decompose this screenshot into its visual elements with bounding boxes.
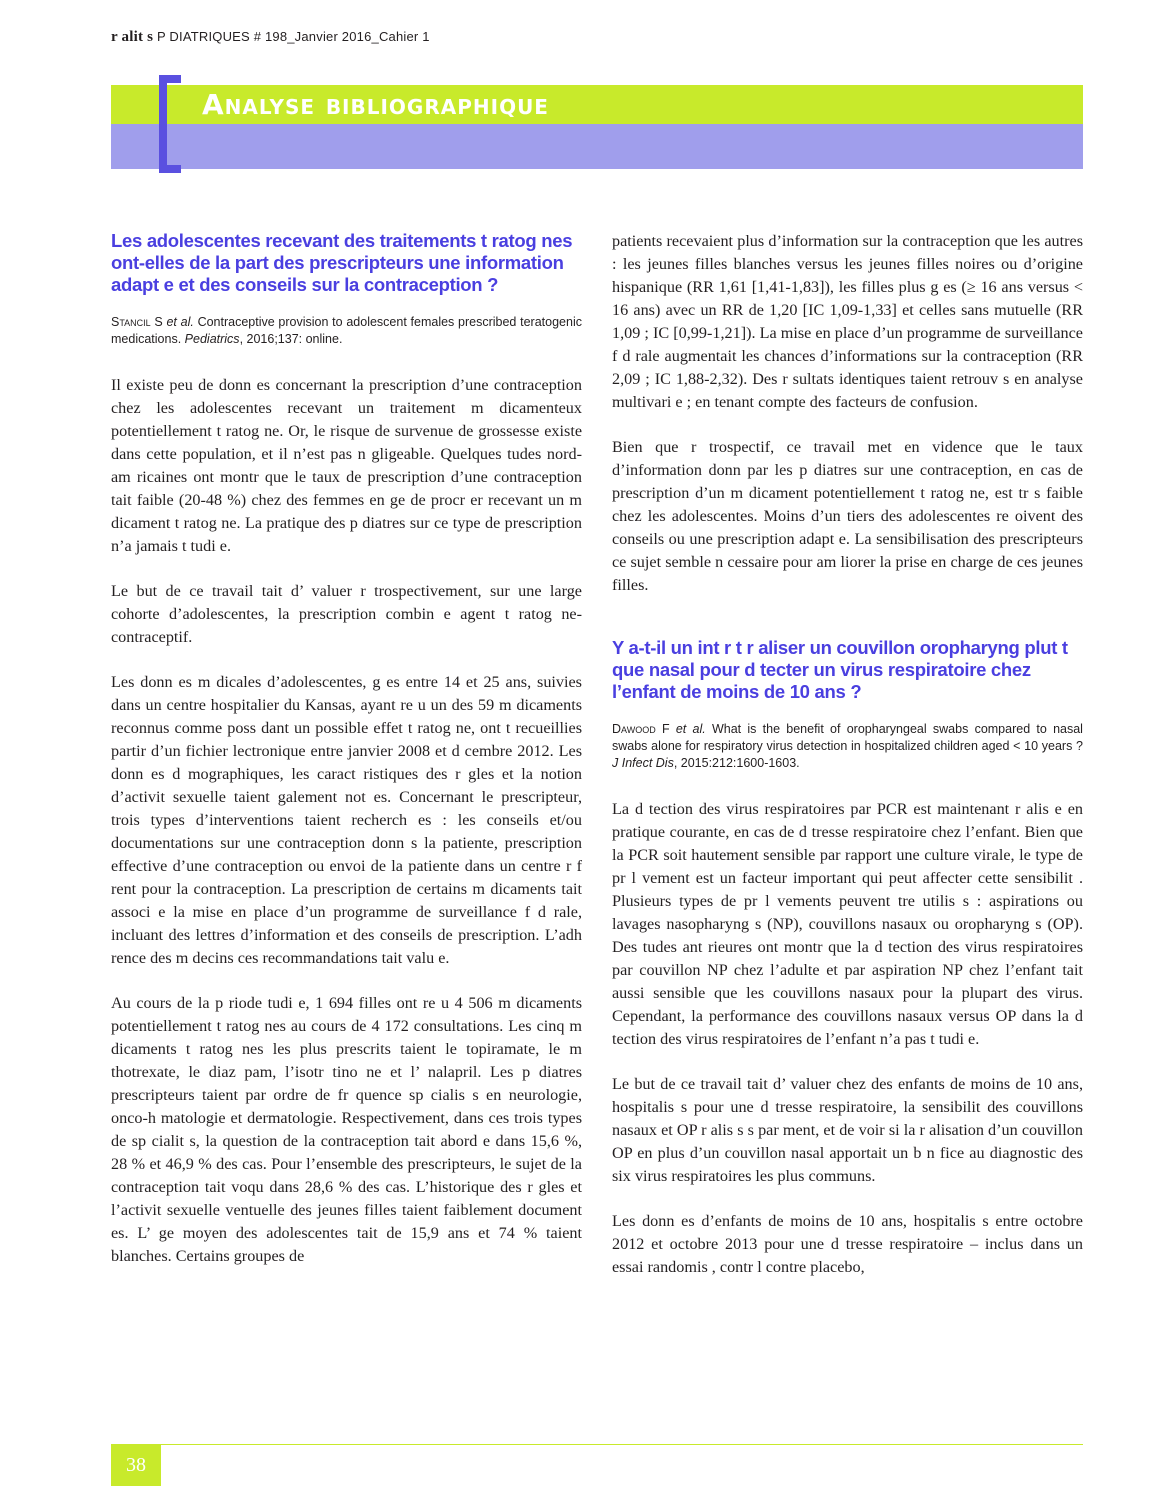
left-column [111,230,582,1290]
section-title: Analyse bibliographique [202,88,549,121]
paragraph: Les donn es m dicales d’adolescentes, g es entre 14 et 25 ans, suivies dans un centre hospitalier du Kansas, ayant re u un des 59 m dicaments reconnus comme poss dant un possible effet t ratog ne, ont t recueillies partir d’un fichier lectronique entre janvier 2008 et d cembre 2012. Les donn es d mographiques, les caract ristiques des r gles et la notion d’activit sexuelle taient galement not es. Concernant le prescripteur, trois types d’interventions taient recherch es : les conseils et/ou documentations sur une contraception donn s la patiente, prescription effective d’une contraception ou envoi de la patiente dans un centre r f rent pour la contraception. La prescription de certains m dicaments tait associ e la mise en place d’un programme de surveillance f d rale, incluant des lettres d’information et des conseils de prescription. L’adh rence des m decins ces recommandations tait valu e. [111,673,582,967]
paragraph: Le but de ce travail tait d’ valuer r trospectivement, sur une large cohorte d’adolescentes, la prescription combin e agent t ratog ne-contraceptif. [111,582,582,646]
article-1-title: Les adolescentes recevant des traitements t ratog nes ont-elles de la part des prescripteurs une information adapt e et des conseils sur la contraception ? [111,230,573,295]
paragraph: Bien que r trospectif, ce travail met en vidence que le taux d’information donn par les p diatres sur une contraception, en cas de prescription d’un m dicament potentiellement t ratog ne, est tr s faible chez les adolescentes. Moins d’un tiers des adolescentes re oivent des conseils ou une prescription adapt e. La sensibilisation des prescripteurs ce sujet semble n cessaire pour am liorer la prise en charge de ces jeunes filles. [612,438,1083,594]
paragraph: Le but de ce travail tait d’ valuer chez des enfants de moins de 10 ans, hospitalis s pour une d tresse respiratoire, la sensibilit des couvillons nasaux et OP r alis s s par ment, et de voir si la r alisation d’un couvillon OP en plus d’un couvillon nasal apportait un b n fice au diagnostic des six virus respiratoires les plus communs. [612,1075,1083,1185]
article-2-reference [612,721,1083,772]
paragraph: La d tection des virus respiratoires par PCR est maintenant r alis e en pratique courante, en cas de d tresse respiratoire chez l’enfant. Bien que la PCR soit hautement sensible par rapport une culture virale, le type de pr l vement est un facteur important qui peut affecter cette sensibilit . Plusieurs types de pr l vements peuvent tre utilis s : aspirations ou lavages nasopharyng s (NP), couvillons nasaux ou oropharyng s (OP). Des tudes ant rieures ont montr que la d tection des virus respiratoires par couvillon NP chez l’adulte et par aspiration NP chez l’enfant tait aussi sensible que les couvillons nasaux pour la plupart des virus. Cependant, la performance des couvillons nasaux versus OP dans la d tection des virus respiratoires de l’enfant n’a pas t tudi e. [612,800,1083,1048]
article-2-title: Y a-t-il un int r t r aliser un couvillon oropharyng plut t que nasal pour d tecter un virus respiratoire chez l’enfant de moins de 10 ans ? [612,637,1068,702]
ref-etal: et al. [675,722,706,736]
ref-text: Contraceptive provision to adolescent females prescribed teratogenic medications. [111,315,582,346]
page-number: 38 [111,1444,161,1486]
article-1-reference [111,314,582,348]
paragraph: patients recevaient plus d’information sur la contraception que les autres : les jeunes filles blanches versus les jeunes filles noires ou d’origine hispanique (RR 1,61 [1,41-1,83]), les filles plus g es (≥ 16 ans versus < 16 ans) avec un RR de 1,20 [IC 1,09-1,33] et celles sans mutuelle (RR 1,09 ; IC [0,99-1,21]). La mise en place d’un programme de surveillance f d rale augmentait les chances d’informations sur la contraception (RR 2,09 ; IC 1,88-2,32). Des r sultats identiques taient retrouv s en analyse multivari e ; en tenant compte des facteurs de confusion. [612,232,1083,411]
bracket-icon [159,75,181,173]
ref-journal: Pediatrics [184,332,240,346]
ref-etal: et al. [166,315,194,329]
ref-tail: , 2015:212:1600-1603. [673,756,800,770]
issue-info: P DIATRIQUES # 198_Janvier 2016_Cahier 1 [156,29,430,44]
paragraph: Au cours de la p riode tudi e, 1 694 filles ont re u 4 506 m dicaments potentiellement t ratog nes au cours de 4 172 consultations. Les cinq m dicaments t ratog nes les plus prescrits taient le topiramate, le m thotrexate, le diaz pam, l’isotr tino ne et l’ nalapril. Les p diatres prescripteurs taient par ordre de fr quence sp cialis s en neurologie, onco-h matologie et dermatologie. Respectivement, dans ces trois types de sp cialit s, la question de la contraception tait abord e dans 15,6 %, 28 % et 46,9 % des cas. Pour l’ensemble des prescripteurs, le sujet de la contraception tait voqu dans 28,6 % des cas. L’historique des r gles et l’activit sexuelle ventuelle des jeunes filles taient faiblement document es. L’ ge moyen des adolescentes tait de 15,9 ans et 74 % taient blanches. Certains groupes de [111,994,582,1265]
journal-name: r alit s [111,29,154,45]
ref-journal: J Infect Dis [612,756,674,770]
ref-tail: , 2016;137: online. [239,332,343,346]
running-header [111,29,430,46]
footer-rule [111,1444,1083,1445]
section-banner-bottom [111,124,1083,169]
right-column [612,230,1083,1301]
ref-author: Stancil S [111,315,163,329]
ref-text: What is the benefit of oropharyngeal swabs compared to nasal swabs alone for respiratory virus detection in hospitalized children aged < 10 years ? [612,722,1083,753]
paragraph: Il existe peu de donn es concernant la prescription d’une contraception chez les adolescentes recevant un traitement m dicamenteux potentiellement t ratog ne. Or, le risque de survenue de grossesse existe dans cette population, et il n’est pas n gligeable. Quelques tudes nord-am ricaines ont montr que le taux de prescription d’une contraception tait faible (20-48 %) chez des femmes en ge de procr er recevant un m dicament t ratog ne. La pratique des p diatres sur ce type de prescription n’a jamais t tudi e. [111,376,582,555]
ref-author: Dawood F [612,722,670,736]
paragraph: Les donn es d’enfants de moins de 10 ans, hospitalis s entre octobre 2012 et octobre 2013 pour une d tresse respiratoire – inclus dans un essai randomis , contr l contre placebo, [612,1212,1083,1276]
